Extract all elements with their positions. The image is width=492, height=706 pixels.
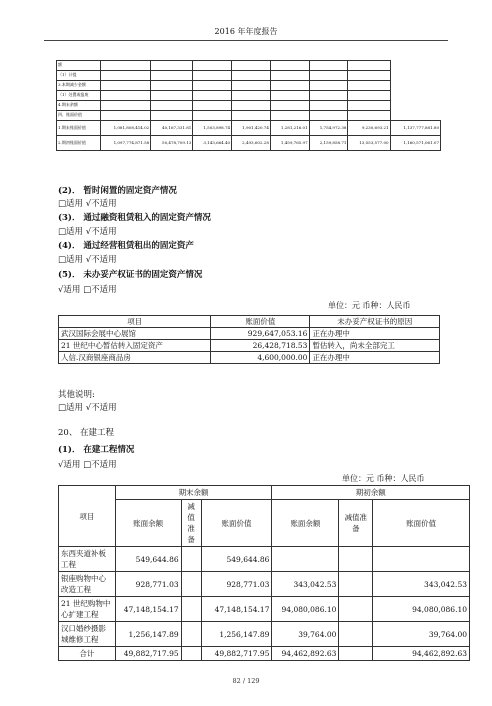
table-cell: 1.期末账面价值 <box>57 121 101 136</box>
table-cell: 2.期初账面价值 <box>57 136 101 151</box>
table-cell: 1,503,898.74 <box>193 121 232 136</box>
other-notes-options: □适用 √不适用 <box>58 403 117 413</box>
table-row <box>57 61 441 71</box>
table-row <box>57 111 441 121</box>
section-idle-assets-title: (2)． 暂时闲置的固定资产情况 <box>58 186 177 196</box>
table-cell: 929,647,053.16 <box>211 328 310 340</box>
table-cell: 39,764.00 <box>373 622 470 647</box>
table-cell <box>100 111 150 121</box>
table-row <box>57 91 441 101</box>
table-cell <box>100 81 150 91</box>
table-cell: 3.本期减少金额 <box>57 81 101 91</box>
table-cell <box>232 91 271 101</box>
table-row <box>57 101 441 111</box>
section-finance-lease-options: □适用 √不适用 <box>58 227 117 237</box>
table-cell <box>348 71 390 81</box>
section-operating-lease-title: (4)． 通过经营租赁租出的固定资产 <box>58 241 194 251</box>
table-row <box>59 547 470 572</box>
section-construction-options: √适用 □不适用 <box>58 460 117 470</box>
table-cell <box>339 647 373 661</box>
table-cell: 49,882,717.95 <box>115 647 181 661</box>
table-row <box>59 622 470 647</box>
section-construction-subtitle: (1)． 在建工程情况 <box>58 445 135 455</box>
table-cell: （1）处置或报废 <box>57 91 101 101</box>
table-cell: 928,771.03 <box>115 572 181 597</box>
section-no-certificate-title: (5)． 未办妥产权证书的固定资产情况 <box>58 270 203 280</box>
table-cell: 正在办理中 <box>310 352 440 364</box>
table-cell <box>348 91 390 101</box>
table-cell <box>270 101 309 111</box>
table-cell: 549,644.86 <box>201 547 272 572</box>
table-cell <box>193 71 232 81</box>
header-impairment: 减值准备 <box>339 500 373 547</box>
table-row <box>57 121 441 136</box>
table-cell <box>181 597 201 622</box>
table-cell: 4.期末余额 <box>57 101 101 111</box>
table-cell: 额 <box>57 61 101 71</box>
table-cell: 1,459,765.97 <box>270 136 309 151</box>
table-row <box>57 71 441 81</box>
unit-currency-label-2: 单位：元 币种：人民币 <box>342 474 425 483</box>
table-cell <box>181 547 201 572</box>
header-book-balance: 账面余额 <box>115 500 181 547</box>
table-cell: 94,462,892.63 <box>373 647 470 661</box>
table-row <box>59 572 470 597</box>
table-cell: 武汉国际会展中心展馆 <box>59 328 211 340</box>
table-cell <box>232 71 271 81</box>
table-cell <box>232 61 271 71</box>
table-cell <box>193 81 232 91</box>
table-row <box>57 81 441 91</box>
table-cell: 9,230,693.21 <box>348 121 390 136</box>
table-cell: 3,143,664.40 <box>193 136 232 151</box>
table-row <box>59 352 440 364</box>
table-cell <box>309 81 348 91</box>
table-row <box>59 340 440 352</box>
table-cell: 1,081,808,414.02 <box>100 121 150 136</box>
no-certificate-table <box>58 315 440 364</box>
table-cell <box>193 101 232 111</box>
table-cell <box>232 111 271 121</box>
section-idle-assets-options: □适用 √不适用 <box>58 199 117 209</box>
fixed-assets-table <box>56 60 441 151</box>
table-cell: 2,493,602.28 <box>232 136 271 151</box>
table-cell: 暂估转入，尚未全部完工 <box>310 340 440 352</box>
table-cell <box>151 101 193 111</box>
table-cell <box>100 101 150 111</box>
table-cell: 343,042.53 <box>272 572 339 597</box>
table-cell <box>193 91 232 101</box>
table-cell <box>151 111 193 121</box>
table-cell: 94,080,086.10 <box>373 597 470 622</box>
table-cell: 2,159,858.71 <box>309 136 348 151</box>
table-cell <box>270 71 309 81</box>
table-cell <box>270 81 309 91</box>
table-cell <box>232 81 271 91</box>
column-header: 项目 <box>59 316 211 328</box>
table-cell: 13,553,577.00 <box>348 136 390 151</box>
section-no-certificate-options: √适用 □不适用 <box>58 285 117 295</box>
table-cell: 1,160,571,061.07 <box>390 136 440 151</box>
header-begin-balance: 期初余额 <box>272 486 470 500</box>
table-cell: 1,754,972.38 <box>309 121 348 136</box>
table-cell <box>339 622 373 647</box>
table-cell <box>309 91 348 101</box>
table-cell <box>100 61 150 71</box>
header-divider <box>44 40 448 41</box>
table-cell: 50,478,709.13 <box>151 136 193 151</box>
table-cell: 四、账面价值 <box>57 111 101 121</box>
table-cell: 1,137,777,881.80 <box>390 121 440 136</box>
header-end-balance: 期末余额 <box>115 486 272 500</box>
column-header: 未办妥产权证书的原因 <box>310 316 440 328</box>
table-cell: 94,462,892.63 <box>272 647 339 661</box>
table-cell: 1,256,147.89 <box>201 622 272 647</box>
section-operating-lease-options: □适用 √不适用 <box>58 255 117 265</box>
table-cell: 40,167,331.81 <box>151 121 193 136</box>
header-book-value: 账面价值 <box>201 500 272 547</box>
table-cell: 1,281,216.01 <box>270 121 309 136</box>
table-cell: 银座购物中心改造工程 <box>59 572 116 597</box>
table-cell <box>100 91 150 101</box>
table-cell <box>193 111 232 121</box>
header-item: 项目 <box>59 486 116 547</box>
table-cell <box>309 61 348 71</box>
table-cell: 4,600,000.00 <box>211 352 310 364</box>
table-cell <box>151 81 193 91</box>
table-cell: 47,148,154.17 <box>201 597 272 622</box>
page-header: 2016 年年度报告 <box>214 27 278 36</box>
table-cell: 合计 <box>59 647 116 661</box>
table-cell <box>309 111 348 121</box>
table-cell <box>193 61 232 71</box>
section-finance-lease-title: (3)． 通过融资租赁租入的固定资产情况 <box>58 213 211 223</box>
unit-currency-label: 单位：元 币种：人民币 <box>328 301 411 310</box>
table-cell <box>309 71 348 81</box>
table-cell <box>181 622 201 647</box>
construction-in-progress-table <box>58 485 470 661</box>
header-book-balance: 账面余额 <box>272 500 339 547</box>
table-cell <box>339 597 373 622</box>
table-cell: 1,097,774,871.58 <box>100 136 150 151</box>
table-cell <box>348 111 390 121</box>
table-cell <box>348 81 390 91</box>
table-cell: 东西夹道补板工程 <box>59 547 116 572</box>
table-cell: 人信.汉商银座商品房 <box>59 352 211 364</box>
table-cell <box>232 101 271 111</box>
table-header-row <box>59 316 440 328</box>
table-cell: 26,428,718.53 <box>211 340 310 352</box>
table-cell <box>339 547 373 572</box>
table-cell <box>270 61 309 71</box>
table-cell <box>100 71 150 81</box>
table-cell: 21 世纪中心暂估转入固定资产 <box>59 340 211 352</box>
table-cell <box>348 101 390 111</box>
other-notes-label: 其他说明: <box>58 390 95 400</box>
page-footer: 82 / 129 <box>232 677 260 685</box>
table-cell <box>151 71 193 81</box>
table-cell: 39,764.00 <box>272 622 339 647</box>
section-construction-title: 20、 在建工程 <box>58 428 115 438</box>
header-impairment: 减值准备 <box>181 500 201 547</box>
table-cell <box>151 61 193 71</box>
table-cell: 549,644.86 <box>115 547 181 572</box>
table-cell: 1,901,420.74 <box>232 121 271 136</box>
table-cell: 49,882,717.95 <box>201 647 272 661</box>
table-cell: （1）计提 <box>57 71 101 81</box>
table-cell <box>181 647 201 661</box>
column-header: 账面价值 <box>211 316 310 328</box>
table-cell: 21 世纪购物中心扩建工程 <box>59 597 116 622</box>
table-cell: 47,148,154.17 <box>115 597 181 622</box>
table-row <box>59 597 470 622</box>
table-cell <box>309 101 348 111</box>
table-cell: 1,256,147.89 <box>115 622 181 647</box>
table-cell <box>339 572 373 597</box>
table-cell <box>270 111 309 121</box>
table-cell <box>151 91 193 101</box>
table-row <box>57 136 441 151</box>
table-cell <box>373 547 470 572</box>
table-cell: 正在办理中 <box>310 328 440 340</box>
header-book-value: 账面价值 <box>373 500 470 547</box>
table-cell <box>181 572 201 597</box>
table-row <box>59 328 440 340</box>
table-cell: 343,042.53 <box>373 572 470 597</box>
table-cell <box>270 91 309 101</box>
table-row <box>59 647 470 661</box>
table-cell <box>348 61 390 71</box>
table-cell: 94,080,086.10 <box>272 597 339 622</box>
table-cell <box>272 547 339 572</box>
table-cell: 汉口婚纱摄影城维修工程 <box>59 622 116 647</box>
table-cell: 928,771.03 <box>201 572 272 597</box>
